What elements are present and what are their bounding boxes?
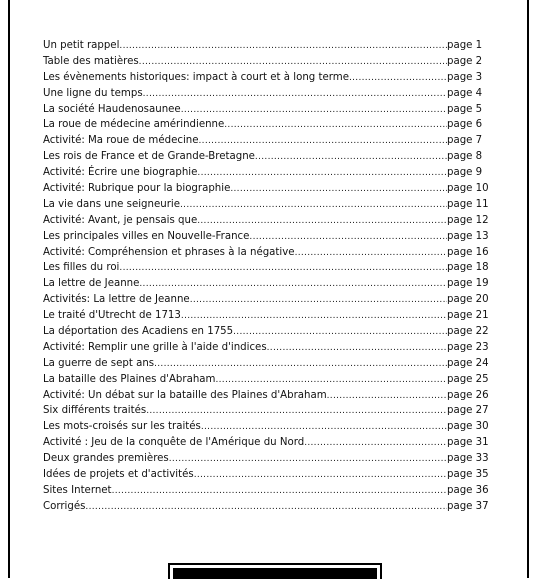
toc-entry — [43, 372, 495, 388]
toc-entry-title: Activité : Jeu de la conquête de l'Amérique du Nord — [43, 437, 305, 449]
toc-entry-page: page 12 — [447, 214, 489, 226]
toc-dot-leader — [197, 166, 447, 182]
toc-entry-title: La roue de médecine amérindienne — [43, 119, 225, 131]
toc-dot-leader — [249, 230, 447, 246]
toc-dot-leader — [199, 134, 448, 150]
toc-entry-title: Activité: Rubrique pour la biographie — [43, 183, 231, 195]
toc-dot-leader — [85, 500, 447, 516]
toc-entry-title: La déportation des Acadiens en 1755 — [43, 326, 234, 338]
toc-entry-title: La lettre de Jeanne — [43, 278, 140, 290]
table-of-contents — [43, 38, 495, 515]
toc-dot-leader — [194, 468, 447, 484]
toc-dot-leader — [233, 325, 447, 341]
toc-entry-title: Idées de projets et d'activités — [43, 469, 194, 481]
toc-entry-page: page 24 — [447, 357, 489, 369]
toc-dot-leader — [119, 39, 447, 55]
toc-entry-title: La vie dans une seigneurie — [43, 198, 180, 210]
toc-dot-leader — [304, 436, 447, 452]
toc-entry — [43, 165, 495, 181]
toc-entry-title: Activité: Un débat sur la bataille des Plaines d'Abraham — [43, 389, 327, 401]
toc-entry — [43, 102, 495, 118]
toc-entry-page: page 25 — [447, 373, 489, 385]
toc-entry — [43, 213, 495, 229]
toc-dot-leader — [143, 87, 447, 103]
toc-entry — [43, 308, 495, 324]
toc-dot-leader — [255, 150, 447, 166]
toc-entry-title: Corrigés — [43, 500, 86, 512]
toc-entry-page: page 30 — [447, 421, 489, 433]
toc-entry-title: Une ligne du temps — [43, 87, 143, 99]
toc-entry-page: page 23 — [447, 341, 489, 353]
toc-entry — [43, 54, 495, 70]
toc-entry-page: page 33 — [447, 453, 489, 465]
toc-dot-leader — [197, 214, 447, 230]
toc-dot-leader — [190, 293, 447, 309]
toc-entry-title: La société Haudenosaunee — [43, 103, 181, 115]
toc-entry-title: Activité: Remplir une grille à l'aide d'indices — [43, 341, 267, 353]
toc-entry — [43, 451, 495, 467]
toc-entry — [43, 149, 495, 165]
toc-dot-leader — [154, 357, 447, 373]
toc-entry-page: page 5 — [447, 103, 483, 115]
toc-entry — [43, 388, 495, 404]
toc-dot-leader — [119, 261, 447, 277]
toc-entry-page: page 31 — [447, 437, 489, 449]
toc-dot-leader — [181, 103, 447, 119]
toc-entry — [43, 117, 495, 133]
toc-dot-leader — [181, 309, 447, 325]
toc-entry-page: page 27 — [447, 405, 489, 417]
footer-bar — [168, 563, 382, 579]
toc-entry-title: Activité: Ma roue de médecine — [43, 135, 199, 147]
toc-entry — [43, 403, 495, 419]
toc-entry-page: page 10 — [447, 183, 489, 195]
toc-entry-title: Table des matières — [43, 55, 139, 67]
toc-entry — [43, 86, 495, 102]
toc-dot-leader — [180, 198, 447, 214]
toc-entry-title: Activité: Compréhension et phrases à la négative — [43, 246, 295, 258]
toc-entry-title: Un petit rappel — [43, 40, 120, 51]
toc-entry-page: page 19 — [447, 278, 489, 290]
toc-entry — [43, 499, 495, 515]
toc-entry-page: page 18 — [447, 262, 489, 274]
toc-dot-leader — [146, 404, 447, 420]
toc-entry — [43, 38, 495, 54]
toc-entry-page: page 36 — [447, 484, 489, 496]
toc-entry-page: page 11 — [447, 198, 489, 210]
toc-entry-page: page 3 — [447, 71, 483, 83]
toc-dot-leader — [224, 118, 447, 134]
toc-dot-leader — [139, 55, 447, 71]
toc-entry-title: Activité: Avant, je pensais que — [43, 214, 198, 226]
toc-dot-leader — [201, 420, 447, 436]
toc-entry — [43, 245, 495, 261]
toc-entry-title: La bataille des Plaines d'Abraham — [43, 373, 216, 385]
toc-entry — [43, 435, 495, 451]
toc-dot-leader — [215, 373, 447, 389]
toc-entry-title: Les mots-croisés sur les traités — [43, 421, 201, 433]
toc-entry-page: page 2 — [447, 55, 483, 67]
toc-entry-page: page 1 — [447, 40, 483, 51]
toc-entry — [43, 260, 495, 276]
toc-entry-title: Activités: La lettre de Jeanne — [43, 294, 190, 306]
toc-entry — [43, 276, 495, 292]
toc-dot-leader — [169, 452, 447, 468]
toc-entry — [43, 70, 495, 86]
toc-entry-page: page 16 — [447, 246, 489, 258]
toc-entry-title: Activité: Écrire une biographie — [43, 167, 198, 179]
toc-dot-leader — [267, 341, 447, 357]
footer-bar-fill — [173, 568, 377, 579]
toc-entry-title: Les principales villes en Nouvelle-France — [43, 230, 250, 242]
toc-entry — [43, 292, 495, 308]
toc-entry-page: page 4 — [447, 87, 483, 99]
toc-dot-leader — [327, 389, 447, 405]
toc-entry — [43, 419, 495, 435]
toc-entry — [43, 356, 495, 372]
toc-entry-title: Le traité d'Utrecht de 1713 — [43, 310, 181, 322]
toc-entry — [43, 197, 495, 213]
toc-entry-page: page 13 — [447, 230, 489, 242]
toc-entry-title: Les filles du roi — [43, 262, 120, 274]
toc-entry — [43, 324, 495, 340]
toc-entry-page: page 26 — [447, 389, 489, 401]
toc-dot-leader — [349, 71, 447, 87]
toc-dot-leader — [112, 484, 447, 500]
toc-entry-page: page 35 — [447, 469, 489, 481]
toc-entry-page: page 20 — [447, 294, 489, 306]
toc-entry-title: Deux grandes premières — [43, 453, 169, 465]
toc-entry — [43, 229, 495, 245]
toc-dot-leader — [230, 182, 447, 198]
toc-entry-page: page 6 — [447, 119, 483, 131]
toc-entry — [43, 133, 495, 149]
toc-entry — [43, 467, 495, 483]
toc-entry-page: page 8 — [447, 151, 483, 163]
toc-entry — [43, 181, 495, 197]
toc-dot-leader — [295, 246, 447, 262]
toc-entry-title: La guerre de sept ans — [43, 357, 155, 369]
toc-entry — [43, 483, 495, 499]
toc-entry-page: page 21 — [447, 310, 489, 322]
toc-entry-title: Sites Internet — [43, 484, 112, 496]
toc-entry — [43, 340, 495, 356]
toc-entry-title: Six différents traités — [43, 405, 147, 417]
toc-entry-title: Les évènements historiques: impact à court et à long terme — [43, 71, 349, 83]
toc-entry-page: page 9 — [447, 167, 483, 179]
toc-entry-title: Les rois de France et de Grande-Bretagne — [43, 151, 255, 163]
toc-entry-page: page 22 — [447, 326, 489, 338]
toc-dot-leader — [139, 277, 447, 293]
toc-entry-page: page 37 — [447, 500, 489, 512]
toc-entry-page: page 7 — [447, 135, 483, 147]
